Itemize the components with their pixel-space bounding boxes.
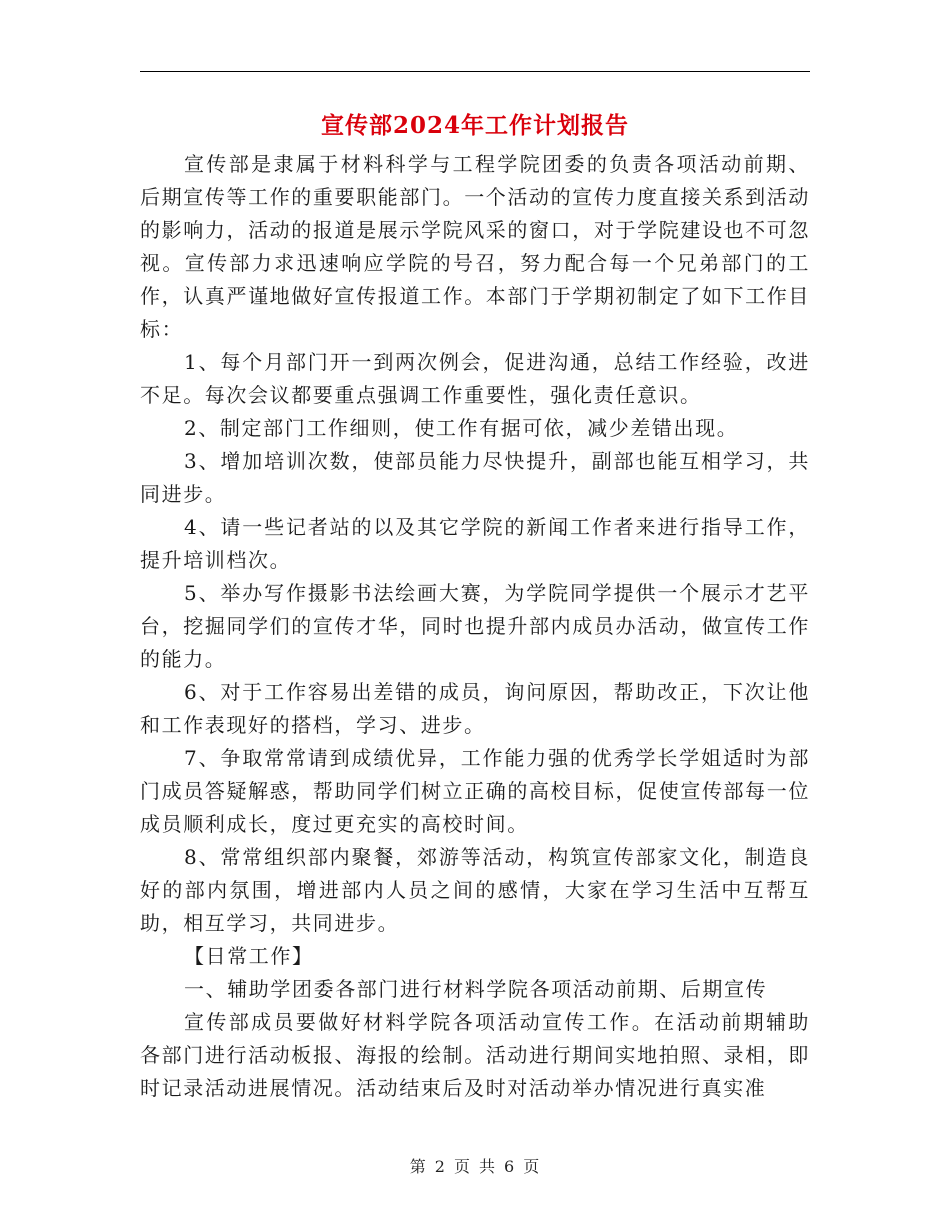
paragraph-goal-5: 5、举办写作摄影书法绘画大赛，为学院同学提供一个展示才艺平台，挖掘同学们的宣传才华，同时也提升部内成员办活动，做宣传工作的能力。 bbox=[140, 581, 810, 671]
paragraph-goal-2: 2、制定部门工作细则，使工作有据可依，减少差错出现。 bbox=[184, 416, 739, 440]
paragraph-goal-8: 8、常常组织部内聚餐，郊游等活动，构筑宣传部家文化，制造良好的部内氛围，增进部内人员之间的感情，大家在学习生活中互帮互助，相互学习，共同进步。 bbox=[140, 845, 810, 935]
document-title: 宣传部2024年工作计划报告 bbox=[320, 112, 629, 139]
footer-page-prefix: 第 bbox=[409, 1157, 427, 1176]
footer-current-page: 2 bbox=[434, 1157, 446, 1176]
section-heading-daily-work: 【日常工作】 bbox=[184, 944, 314, 968]
footer-page-mid: 页 bbox=[453, 1157, 471, 1176]
footer-total-prefix: 共 bbox=[479, 1157, 497, 1176]
paragraph-goal-6: 6、对于工作容易出差错的成员，询问原因，帮助改正，下次让他和工作表现好的搭档，学习、进步。 bbox=[140, 680, 810, 737]
paragraph-goal-1: 1、每个月部门开一到两次例会，促进沟通，总结工作经验，改进不足。每次会议都要重点强调工作重要性，强化责任意识。 bbox=[140, 350, 810, 407]
subsection-heading-1: 一、辅助学团委各部门进行材料学院各项活动前期、后期宣传 bbox=[184, 977, 768, 1001]
footer-total-suffix: 页 bbox=[523, 1157, 541, 1176]
document-body bbox=[140, 148, 810, 1105]
paragraph-goal-7: 7、争取常常请到成绩优异，工作能力强的优秀学长学姐适时为部门成员答疑解惑，帮助同学们树立正确的高校目标，促使宣传部每一位成员顺利成长，度过更充实的高校时间。 bbox=[140, 746, 810, 836]
paragraph-goal-3: 3、增加培训次数，使部员能力尽快提升，副部也能互相学习，共同进步。 bbox=[140, 449, 810, 506]
paragraph-goal-4: 4、请一些记者站的以及其它学院的新闻工作者来进行指导工作，提升培训档次。 bbox=[140, 515, 810, 572]
footer-total-pages: 6 bbox=[504, 1157, 516, 1176]
header-rule bbox=[140, 71, 810, 72]
paragraph-intro: 宣传部是隶属于材料科学与工程学院团委的负责各项活动前期、后期宣传等工作的重要职能部门。一个活动的宣传力度直接关系到活动的影响力，活动的报道是展示学院风采的窗口，对于学院建设也不可忽视。宣传部力求迅速响应学院的号召，努力配合每一个兄弟部门的工作，认真严谨地做好宣传报道工作。本部门于学期初制定了如下工作目标： bbox=[140, 152, 810, 341]
page-footer bbox=[0, 1154, 950, 1177]
paragraph-daily-work-1: 宣传部成员要做好材料学院各项活动宣传工作。在活动前期辅助各部门进行活动板报、海报的绘制。活动进行期间实地拍照、录相，即时记录活动进展情况。活动结束后及时对活动举办情况进行真实准 bbox=[140, 1010, 810, 1100]
